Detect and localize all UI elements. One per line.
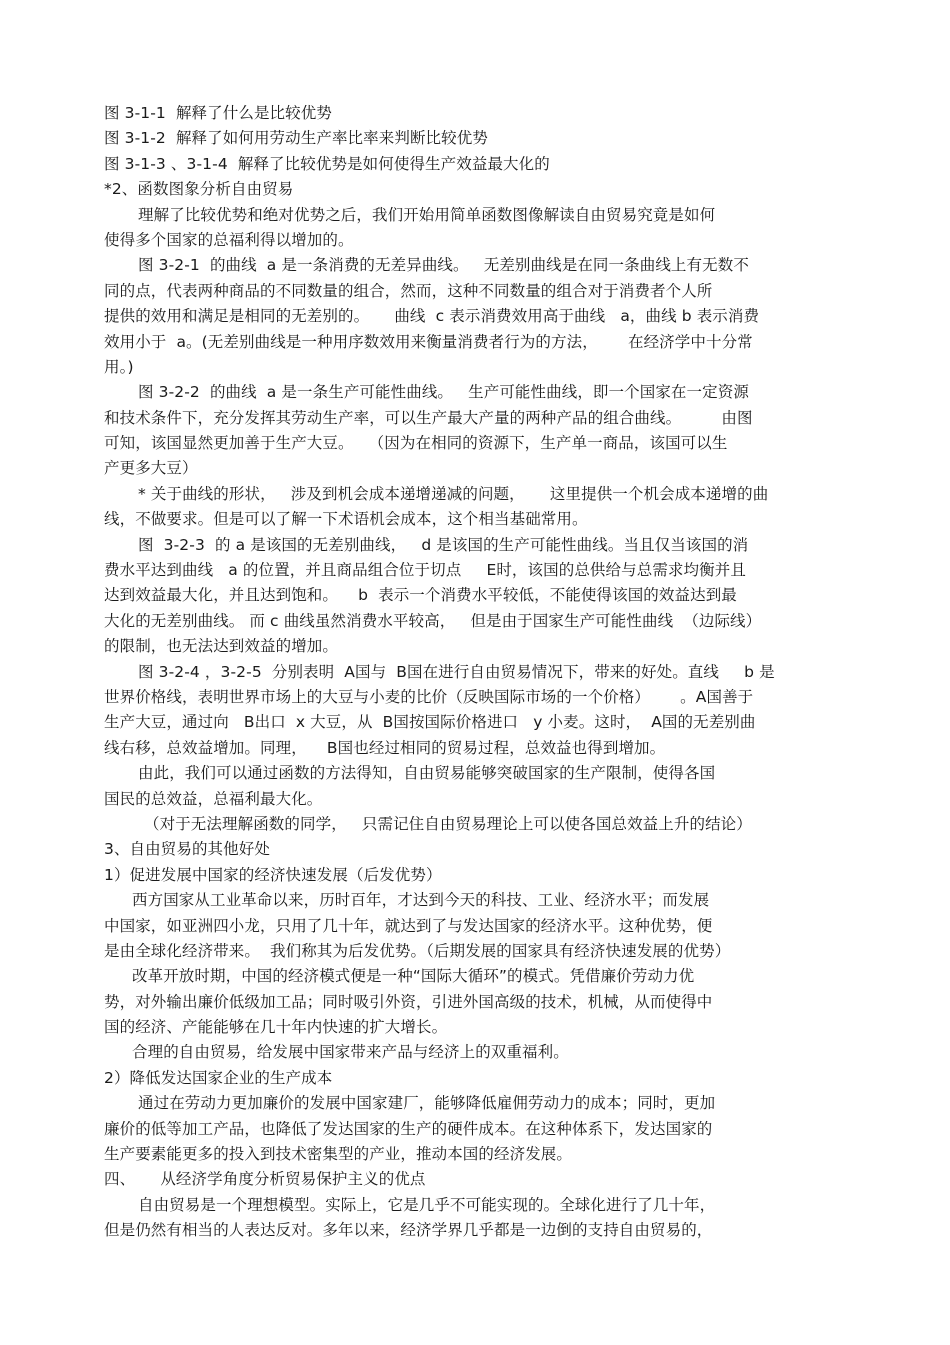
text-line: 生产大豆，通过向 B出口 x 大豆，从 B国按国际价格进口 y 小麦。这时， A国的无差别曲 (104, 713, 756, 732)
text-line: 和技术条件下，充分发挥其劳动生产率，可以生产最大产量的两种产品的组合曲线。 由图 (104, 408, 753, 427)
subsection-heading: 2）降低发达国家企业的生产成本 (104, 1068, 333, 1087)
text-line: （对于无法理解函数的同学， 只需记住自由贸易理论上可以使各国总效益上升的结论） (144, 814, 752, 833)
text-line: 自由贸易是一个理想模型。实际上，它是几乎不可能实现的。全球化进行了几十年， (138, 1195, 716, 1214)
text-line: 世界价格线，表明世界市场上的大豆与小麦的比价（反映国际市场的一个价格） 。A国善于 (104, 687, 754, 706)
text-line: 国民的总效益，总福利最大化。 (104, 789, 323, 808)
text-line: 但是仍然有相当的人表达反对。多年以来，经济学界几乎都是一边倒的支持自由贸易的， (104, 1221, 713, 1240)
text-line: 中国家，如亚洲四小龙，只用了几十年，就达到了与发达国家的经济水平。这种优势，便 (104, 916, 713, 935)
text-line: 西方国家从工业革命以来，历时百年，才达到今天的科技、工业、经济水平；而发展 (132, 891, 710, 910)
text-line: 图 3-2-2 的曲线 a 是一条生产可能性曲线。 生产可能性曲线，即一个国家在一定资源 (138, 383, 749, 402)
text-line: 线右移，总效益增加。同理， B国也经过相同的贸易过程，总效益也得到增加。 (104, 738, 666, 757)
text-line: 达到效益最大化，并且达到饱和。 b 表示一个消费水平较低，不能使得该国的效益达到最 (104, 586, 737, 605)
section-heading: 3、自由贸易的其他好处 (104, 840, 270, 859)
section-heading: *2、函数图象分析自由贸易 (104, 180, 294, 199)
text-line: 势，对外输出廉价低级加工品；同时吸引外资，引进外国高级的技术，机械，从而使得中 (104, 992, 713, 1011)
text-line: 提供的效用和满足是相同的无差别的。 曲线 c 表示消费效用高于曲线 a，曲线 b 表示消费 (104, 307, 760, 326)
text-line: 线，不做要求。但是可以了解一下术语机会成本，这个相当基础常用。 (104, 510, 588, 529)
text-line: 生产要素能更多的投入到技术密集型的产业，推动本国的经济发展。 (104, 1145, 573, 1164)
text-line: 图 3-2-3 的 a 是该国的无差别曲线， d 是该国的生产可能性曲线。当且仅当该国的消 (138, 535, 749, 554)
text-line: 是由全球化经济带来。 我们称其为后发优势。（后期发展的国家具有经济快速发展的优势） (104, 941, 731, 960)
subsection-heading: 1）促进发展中国家的经济快速发展（后发优势） (104, 865, 442, 884)
text-line: 产更多大豆） (104, 459, 198, 478)
text-line: 用。) (104, 357, 134, 376)
text-line: 廉价的低等加工产品，也降低了发达国家的生产的硬件成本。在这种体系下，发达国家的 (104, 1119, 713, 1138)
text-line: 国的经济、产能能够在几十年内快速的扩大增长。 (104, 1018, 448, 1037)
text-line: 图 3-1-3 、3-1-4 解释了比较优势是如何使得生产效益最大化的 (104, 154, 550, 173)
text-line: 大化的无差别曲线。 而 c 曲线虽然消费水平较高， 但是由于国家生产可能性曲线 （边际线） (104, 611, 762, 630)
text-line: * 关于曲线的形状， 涉及到机会成本递增递减的问题， 这里提供一个机会成本递增的曲 (138, 484, 769, 503)
text-line: 理解了比较优势和绝对优势之后，我们开始用简单函数图像解读自由贸易究竟是如何 (138, 205, 716, 224)
text-line: 效用小于 a。(无差别曲线是一种用序数效用来衡量消费者行为的方法， 在经济学中十分常 (104, 332, 753, 351)
text-line: 图 3-1-1 解释了什么是比较优势 (104, 104, 332, 122)
section-heading: 四、 从经济学角度分析贸易保护主义的优点 (104, 1170, 426, 1189)
text-line: 图 3-2-1 的曲线 a 是一条消费的无差异曲线。 无差别曲线是在同一条曲线上有无数不 (138, 256, 749, 275)
text-line: 合理的自由贸易，给发展中国家带来产品与经济上的双重福利。 (132, 1043, 569, 1062)
text-line: 由此，我们可以通过函数的方法得知，自由贸易能够突破国家的生产限制，使得各国 (138, 764, 716, 783)
document-body (104, 101, 854, 1244)
text-line: 图 3-2-4 ，3-2-5 分别表明 A国与 B国在进行自由贸易情况下，带来的好处。直线 b 是 (138, 662, 775, 681)
text-line: 使得多个国家的总福利得以增加的。 (104, 230, 354, 249)
text-line: 同的点，代表两种商品的不同数量的组合，然而，这种不同数量的组合对于消费者个人所 (104, 281, 713, 300)
text-line: 改革开放时期，中国的经济模式便是一种“国际大循环”的模式。凭借廉价劳动力优 (132, 967, 695, 986)
text-line: 的限制，也无法达到效益的增加。 (104, 637, 339, 656)
text-line: 图 3-1-2 解释了如何用劳动生产率比率来判断比较优势 (104, 129, 488, 148)
text-line: 通过在劳动力更加廉价的发展中国家建厂，能够降低雇佣劳动力的成本；同时，更加 (138, 1094, 716, 1113)
text-line: 可知，该国显然更加善于生产大豆。 （因为在相同的资源下，生产单一商品，该国可以生 (104, 434, 728, 453)
text-line: 费水平达到曲线 a 的位置，并且商品组合位于切点 E时，该国的总供给与总需求均衡并且 (104, 561, 746, 580)
